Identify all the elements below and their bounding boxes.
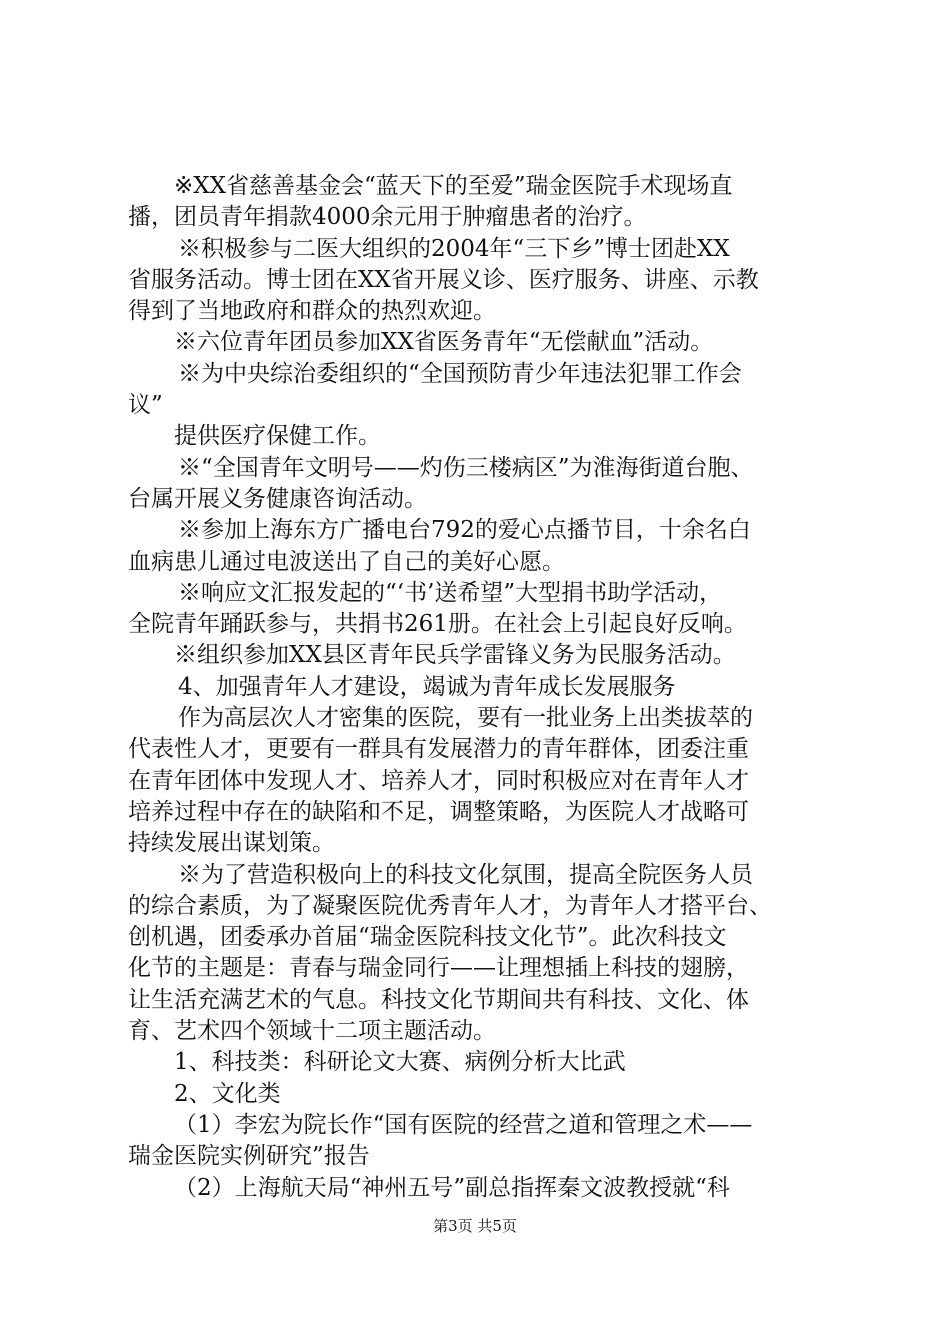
text-line: ※为了营造积极向上的科技文化氛围，提高全院医务人员 xyxy=(178,861,753,888)
body-text xyxy=(128,171,840,1204)
text-line: 省服务活动。博士团在XX省开展义诊、医疗服务、讲座、示教 xyxy=(128,266,759,293)
text-line: 提供医疗保健工作。 xyxy=(174,423,381,450)
text-line: ※响应文汇报发起的“‘书’送希望”大型捐书助学活动， xyxy=(178,579,723,606)
text-line: ※“全国青年文明号——灼伤三楼病区”为淮海街道台胞、 xyxy=(178,454,754,481)
text-line: 得到了当地政府和群众的热烈欢迎。 xyxy=(128,298,496,325)
text-line: 在青年团体中发现人才、培养人才，同时积极应对在青年人才 xyxy=(128,767,749,794)
text-line: ※XX省慈善基金会“蓝天下的至爱”瑞金医院手术现场直 xyxy=(174,173,733,199)
text-line: ※六位青年团员参加XX省医务青年“无偿献血”活动。 xyxy=(174,329,714,356)
text-line: 培养过程中存在的缺陷和不足，调整策略，为医院人才战略可 xyxy=(128,798,749,825)
text-line: 1、科技类：科研论文大赛、病例分析大比武 xyxy=(174,1049,626,1076)
text-line: 全院青年踊跃参与，共捐书261册。在社会上引起良好反响。 xyxy=(128,611,747,638)
text-line: 4、加强青年人才建设，竭诚为青年成长发展服务 xyxy=(178,673,676,700)
text-line: ※为中央综治委组织的“全国预防青少年违法犯罪工作会 xyxy=(178,360,742,387)
text-line: 播，团员青年捐款4000余元用于肿瘤患者的治疗。 xyxy=(128,204,647,231)
text-line: 台属开展义务健康咨询活动。 xyxy=(128,485,427,512)
text-line: 作为高层次人才密集的医院，要有一批业务上出类拔萃的 xyxy=(178,705,753,732)
text-line: 议” xyxy=(128,392,163,419)
text-line: 代表性人才，更要有一群具有发展潜力的青年群体，团委注重 xyxy=(128,736,749,763)
text-line: ※参加上海东方广播电台792的爱心点播节目，十余名白 xyxy=(178,517,751,544)
text-line: 化节的主题是：青春与瑞金同行——让理想插上科技的翅膀， xyxy=(128,955,749,982)
text-line: 让生活充满艺术的气息。科技文化节期间共有科技、文化、体 xyxy=(128,986,749,1013)
text-line: ※组织参加XX县区青年民兵学雷锋义务为民服务活动。 xyxy=(174,642,736,669)
text-line: （2）上海航天局“神州五号”副总指挥秦文波教授就“科 xyxy=(174,1174,730,1201)
page-footer: 第3页 共5页 xyxy=(433,1217,517,1235)
text-line: （1）李宏为院长作“国有医院的经营之道和管理之术—— xyxy=(174,1111,753,1138)
text-line: 的综合素质，为了凝聚医院优秀青年人才，为青年人才搭平台、 xyxy=(128,892,772,919)
text-line: 瑞金医院实例研究”报告 xyxy=(128,1143,370,1170)
text-line: ※积极参与二医大组织的2004年“三下乡”博士团赴XX xyxy=(178,235,730,262)
text-line: 持续发展出谋划策。 xyxy=(128,830,335,857)
text-line: 血病患儿通过电波送出了自己的美好心愿。 xyxy=(128,548,565,575)
text-line: 育、艺术四个领域十二项主题活动。 xyxy=(128,1018,496,1045)
text-line: 2、文化类 xyxy=(174,1080,281,1107)
text-line: 创机遇，团委承办首届“瑞金医院科技文化节”。此次科技文 xyxy=(128,924,727,951)
